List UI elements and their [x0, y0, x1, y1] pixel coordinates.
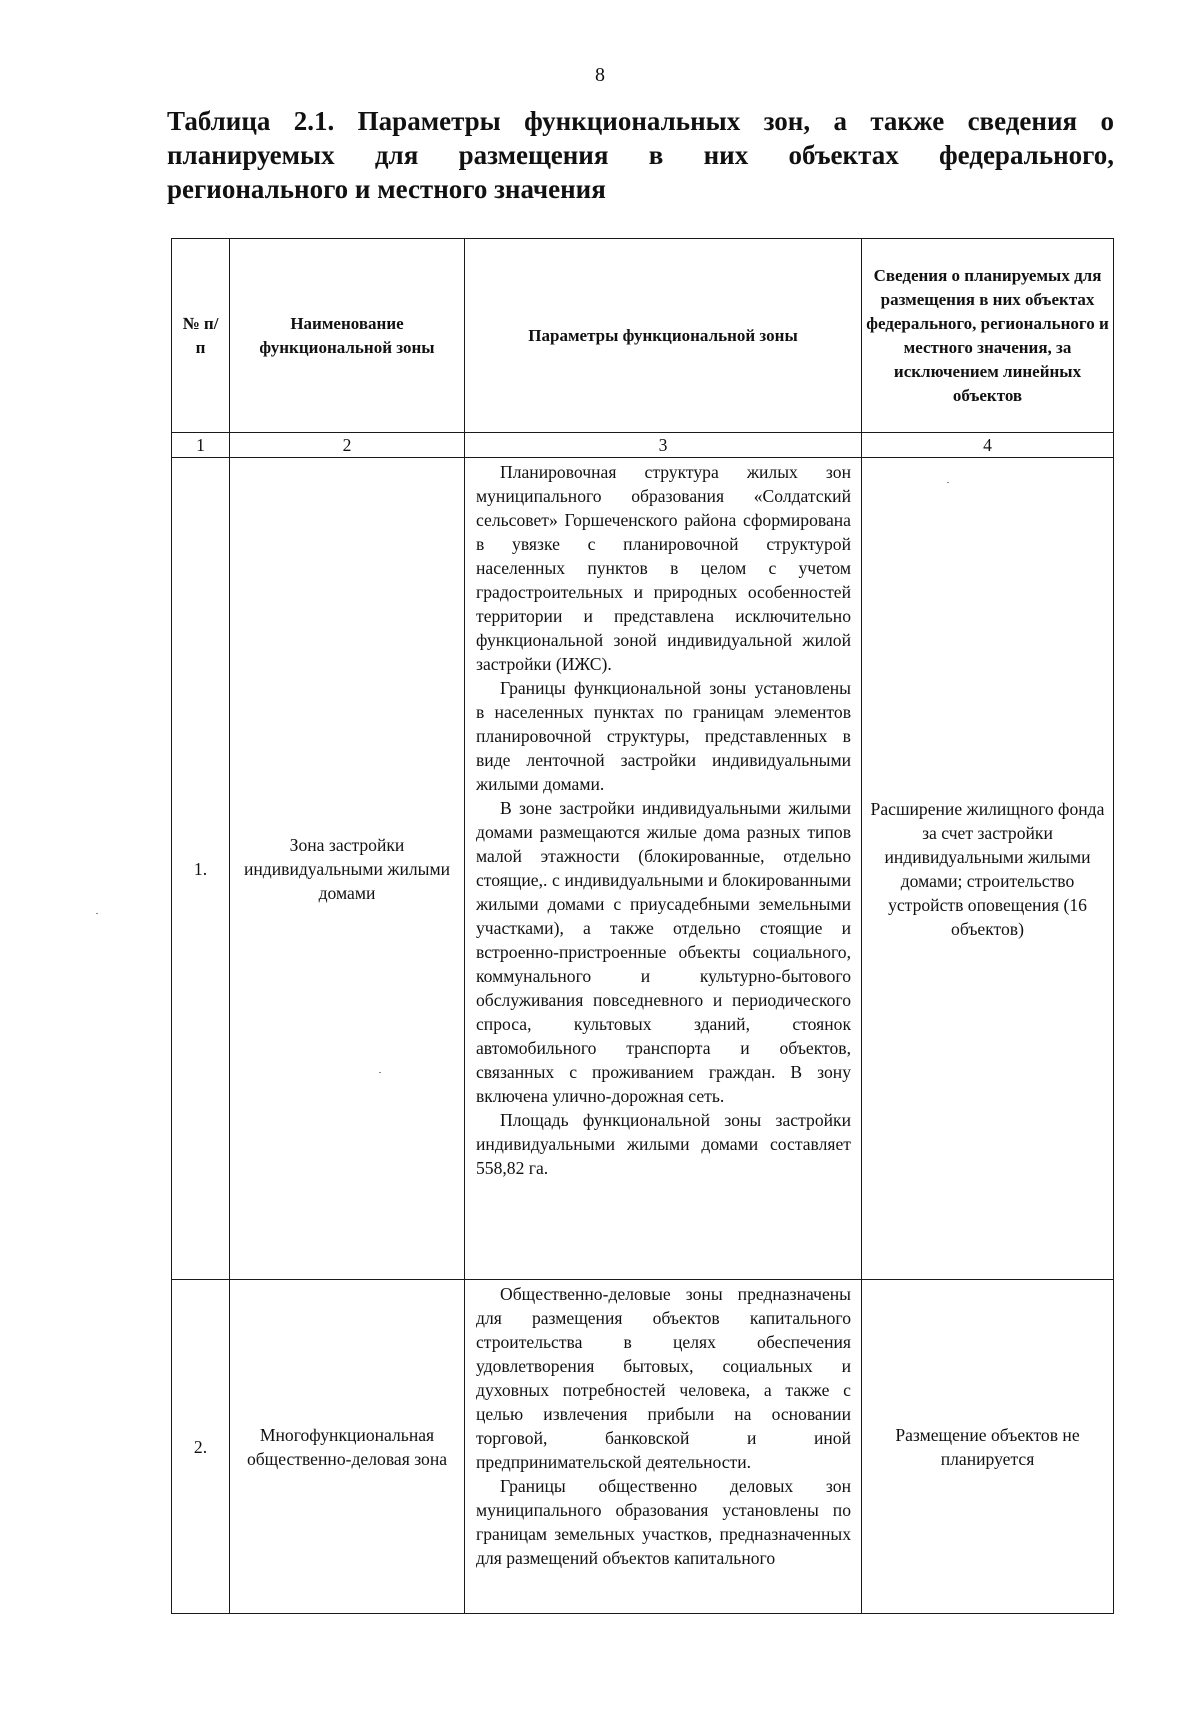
header-planned-objects: Сведения о планируемых для размещения в них объектах федерального, регионального и местного значения, за исключением линейных объектов [862, 239, 1114, 433]
zone-name: Зона застройки индивидуальными жилыми домами [230, 458, 465, 1280]
scan-speck [379, 1072, 381, 1073]
header-zone-name: Наименование функциональной зоны [230, 239, 465, 433]
caption-line: планируемых для размещения в них объектах федерального, [167, 140, 1114, 170]
table-caption [167, 104, 1114, 206]
planned-objects: Расширение жилищного фонда за счет застройки индивидуальными жилыми домами; строительство устройств оповещения (16 объектов) [862, 458, 1114, 1280]
params-paragraph: Планировочная структура жилых зон муниципального образования «Солдатский сельсовет» Горшеченского района сформирована в увязке с планировочной структурой населенных пунктов в целом с учетом градостроительных и природных особенностей территории и представлена исключительно функциональной зоной индивидуальной жилой застройки (ИЖС). [476, 462, 851, 674]
table-row [172, 458, 1114, 1280]
caption-line: Таблица 2.1. Параметры функциональных зон, а также сведения о [167, 106, 1114, 136]
page-number: 8 [595, 64, 605, 86]
scan-speck [947, 482, 949, 483]
column-number: 3 [465, 433, 862, 458]
params-paragraph: Границы общественно деловых зон муниципального образования установлены по границам земельных участков, предназначенных для размещений объектов капитального [476, 1476, 851, 1568]
column-number: 2 [230, 433, 465, 458]
column-number: 4 [862, 433, 1114, 458]
column-number: 1 [172, 433, 230, 458]
zone-params [465, 1280, 862, 1614]
scan-speck [96, 913, 98, 914]
params-paragraph: В зоне застройки индивидуальными жилыми домами размещаются жилые дома разных типов малой этажности (блокированные, отдельно стоящие,. с индивидуальными и блокированными жилыми домами с приусадебными земельными участками), а также отдельно стоящие и встроенно-пристроенные объекты социального, коммунального и культурно-бытового обслуживания повседневного и периодического спроса, культовых зданий, стоянок автомобильного транспорта и объектов, связанных с проживанием граждан. В зону включена улично-дорожная сеть. [476, 798, 851, 1106]
header-zone-params: Параметры функциональной зоны [465, 239, 862, 433]
row-number: 2. [172, 1280, 230, 1614]
table-row [172, 1280, 1114, 1614]
zone-name: Многофункциональная общественно-деловая зона [230, 1280, 465, 1614]
params-paragraph: Общественно-деловые зоны предназначены для размещения объектов капитального строительства в целях обеспечения удовлетворения бытовых, социальных и духовных потребностей человека, а также с целью извлечения прибыли на основании торговой, банковской и иной предпринимательской деятельности. [476, 1284, 851, 1472]
params-paragraph: Площадь функциональной зоны застройки индивидуальными жилыми домами составляет 558,82 га. [476, 1110, 851, 1178]
params-paragraph: Границы функциональной зоны установлены в населенных пунктах по границам элементов планировочной структуры, представленных в виде ленточной застройки индивидуальными жилыми домами. [476, 678, 851, 794]
header-number: № п/п [172, 239, 230, 433]
zones-table [171, 238, 1114, 1614]
zone-params [465, 458, 862, 1280]
planned-objects: Размещение объектов не планируется [862, 1280, 1114, 1614]
table-header-row [172, 239, 1114, 433]
column-number-row [172, 433, 1114, 458]
row-number: 1. [172, 458, 230, 1280]
caption-line: регионального и местного значения [167, 174, 606, 204]
